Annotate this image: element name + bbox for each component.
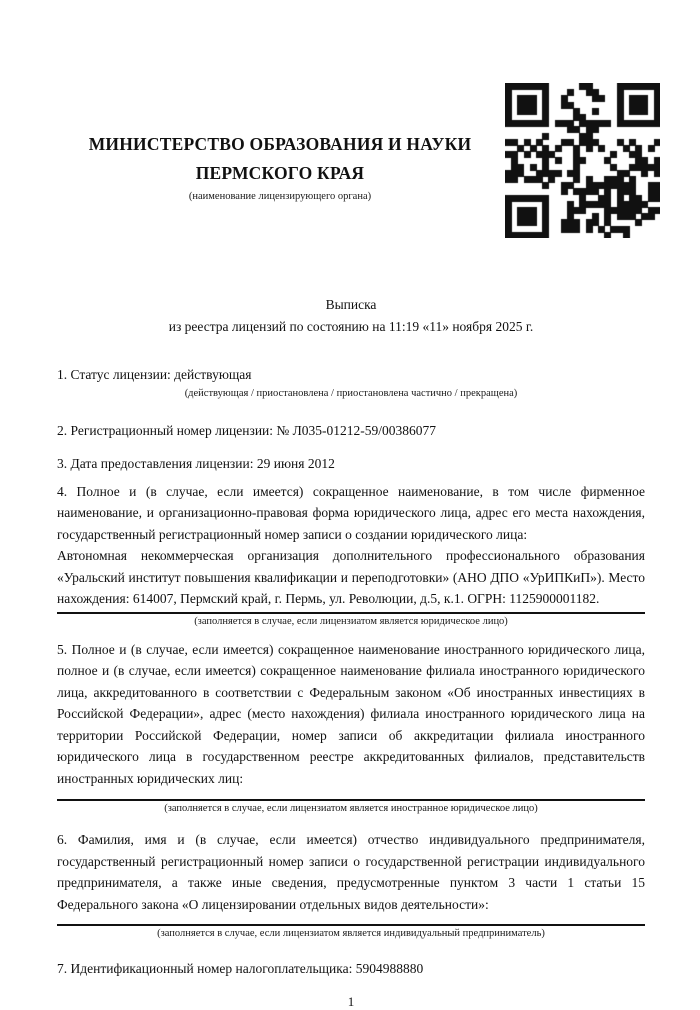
blank-fill-line — [57, 924, 645, 926]
item-foreign-entity-heading: 5. Полное и (в случае, если имеется) сокращенное наименование иностранного юридического лица, полное и (в случае, если имеется) сокращенное наименование филиала иностранного юридического лица, аккредитованного в соответствии с Федеральным законом «Об иностранных инвестициях в Российской Федерации», адрес (место нахождения) филиала иностранного юридического лица на территории Российской Федерации, номер записи об аккредитации филиала иностранного юридического лица в государственном реестре аккредитованных филиалов, представительств иностранных юридических лиц: — [57, 641, 645, 786]
item-taxpayer-id: 7. Идентификационный номер налогоплательщика: 5904988880 — [57, 961, 424, 976]
item-license-status: 1. Статус лицензии: действующая — [57, 367, 252, 382]
item-foreign-entity-caption: (заполняется в случае, если лицензиатом является иностранное юридическое лицо) — [164, 803, 538, 814]
item-registration-number: 2. Регистрационный номер лицензии: № Л035-01212-59/00386077 — [57, 422, 437, 438]
item-legal-entity-value: Автономная некоммерческая организация дополнительного профессионального образования «Уральский институт повышения квалификации и переподготовки» (АНО ДПО «УрИПКиП»). Место нахождения: 614007, Пермский край, г. Пермь, ул. Революции, д.5, к.1. ОГРН: 1125900001182. — [57, 545, 645, 614]
item-legal-entity-caption: (заполняется в случае, если лицензиатом является юридическое лицо) — [194, 615, 508, 627]
ministry-caption: (наименование лицензирующего органа) — [188, 191, 372, 202]
document-title — [57, 294, 645, 337]
item-individual-entrepreneur-caption: (заполняется в случае, если лицензиатом является индивидуальный предприниматель) — [157, 928, 545, 939]
item-license-status-caption: (действующая / приостановлена / приостановлена частично / прекращена) — [184, 387, 518, 399]
blank-fill-line — [57, 799, 645, 801]
document-title-line1: Выписка — [325, 297, 377, 312]
ministry-name-line1: МИНИСТЕРСТВО ОБРАЗОВАНИЯ И НАУКИ — [88, 134, 472, 154]
item-individual-entrepreneur-heading: 6. Фамилия, имя и (в случае, если имеется) отчество индивидуального предпринимателя, государственный регистрационный номер записи о государственной регистрации индивидуального предпринимателя, а также иные сведения, предусмотренные пунктом 3 части 1 статьи 15 Федерального закона «О лицензировании отдельных видов деятельности»: — [57, 832, 645, 912]
ministry-name-line2: ПЕРМСКОГО КРАЯ — [195, 163, 365, 183]
document-body — [57, 0, 645, 1010]
document-title-line2: из реестра лицензий по состоянию на 11:19 «11» ноября 2025 г. — [168, 318, 534, 334]
page-number: 1 — [347, 993, 355, 1009]
item-grant-date: 3. Дата предоставления лицензии: 29 июня 2012 — [57, 456, 335, 471]
item-legal-entity-heading: 4. Полное и (в случае, если имеется) сокращенное наименование, в том числе фирменное наименование, и организационно-правовая форма юридического лица, адрес его места нахождения, государственный регистрационный номер записи о создании юридического лица: — [57, 483, 645, 542]
